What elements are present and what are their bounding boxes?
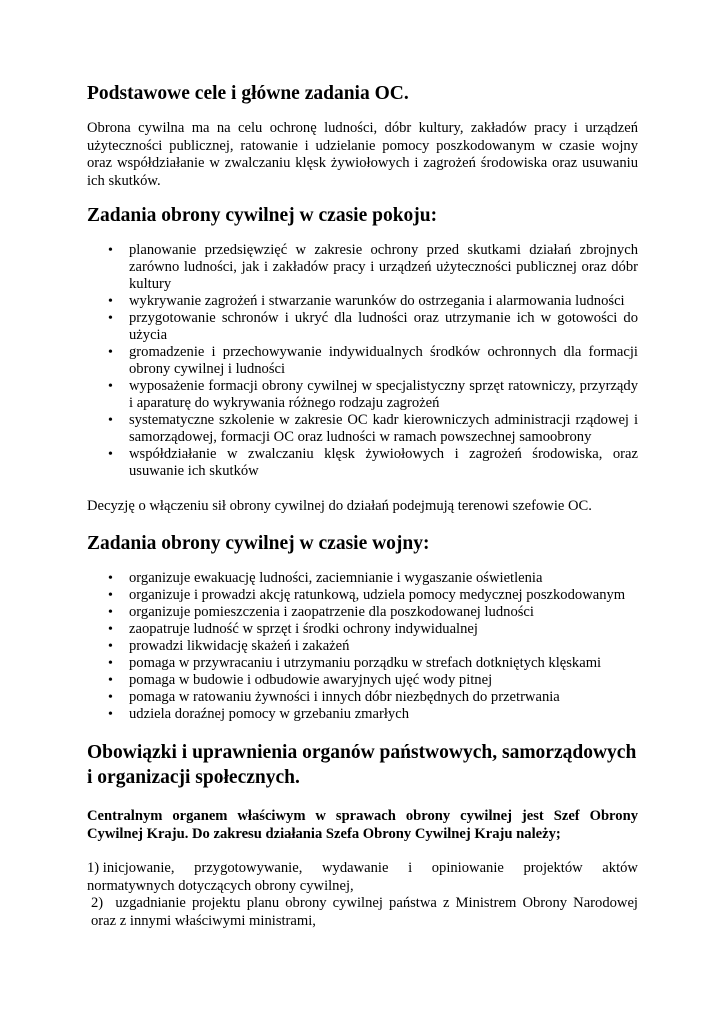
list-item: • systematyczne szkolenie w zakresie OC kadr kierowniczych administracji rządowej i samorządowej, formacji OC oraz ludności w ramach powszechnej samoobrony xyxy=(108,412,638,446)
bullet-icon: • xyxy=(108,447,113,463)
bullet-icon: • xyxy=(108,689,113,705)
list-item: • przygotowanie schronów i ukryć dla ludności oraz utrzymanie ich w gotowości do użycia xyxy=(108,310,638,344)
heading-war-tasks: Zadania obrony cywilnej w czasie wojny: xyxy=(87,532,430,554)
list-item: • prowadzi likwidację skażeń i zakażeń xyxy=(108,637,350,654)
bullet-icon: • xyxy=(108,655,113,671)
list-item: • wyposażenie formacji obrony cywilnej w specjalistyczny sprzęt ratowniczy, przyrządy i aparaturę do wykrywania różnego rodzaju zagrożeń xyxy=(108,378,638,412)
bullet-icon: • xyxy=(108,587,113,603)
list-item: • pomaga w budowie i odbudowie awaryjnych ujęć wody pitnej xyxy=(108,671,493,688)
bullet-icon: • xyxy=(108,672,113,688)
list-item: • udziela doraźnej pomocy w grzebaniu zmarłych xyxy=(108,705,409,722)
bullet-icon: • xyxy=(108,706,113,722)
bullet-icon: • xyxy=(108,621,113,637)
list-item: • organizuje ewakuację ludności, zaciemnianie i wygaszanie oświetlenia xyxy=(108,569,543,586)
heading-peace-tasks: Zadania obrony cywilnej w czasie pokoju: xyxy=(87,205,438,227)
bullet-icon: • xyxy=(108,243,113,259)
paragraph-decision: Decyzję o włączeniu sił obrony cywilnej do działań podejmują terenowi szefowie OC. xyxy=(87,498,592,515)
paragraph-intro: Obrona cywilna ma na celu ochronę ludności, dóbr kultury, zakładów pracy i urządzeń użyteczności publicznej, ratowanie i udzielanie pomocy poszkodowanym w czasie wojny oraz współdziałanie w zwalczaniu klęsk żywiołowych i zagrożeń środowiska oraz usuwaniu ich skutków. xyxy=(87,120,638,189)
list-item: • planowanie przedsięwzięć w zakresie ochrony przed skutkami działań zbrojnych zarówno ludności, jak i zakładów pracy i urządzeń użyteczności publicznej oraz dóbr kultury xyxy=(108,242,638,293)
list-item: • współdziałanie w zwalczaniu klęsk żywiołowych i zagrożeń środowiska, oraz usuwanie ich skutków xyxy=(108,446,638,480)
heading-duties: Obowiązki i uprawnienia organów państwowych, samorządowych i organizacji społecznych. xyxy=(87,741,637,788)
list-item: • wykrywanie zagrożeń i stwarzanie warunków do ostrzegania i alarmowania ludności xyxy=(108,293,625,310)
list-item: • pomaga w przywracaniu i utrzymaniu porządku w strefach dotkniętych klęskami xyxy=(108,654,602,671)
document-page xyxy=(87,82,642,931)
bullet-icon: • xyxy=(108,311,113,327)
heading-goals: Podstawowe cele i główne zadania OC. xyxy=(87,83,409,104)
bullet-icon: • xyxy=(108,294,113,310)
bullet-icon: • xyxy=(108,638,113,654)
war-task-list xyxy=(87,570,638,723)
list-item: • gromadzenie i przechowywanie indywidualnych środków ochronnych dla formacji obrony cywilnej i ludności xyxy=(108,344,638,378)
bullet-icon: • xyxy=(108,413,113,429)
paragraph-central-organ: Centralnym organem właściwym w sprawach obrony cywilnej jest Szef Obrony Cywilnej Kraju. Do zakresu działania Szefa Obrony Cywilnej Kraju należy; xyxy=(87,807,638,842)
item-1-continuation: normatywnych dotyczących obrony cywilnej, xyxy=(87,877,354,894)
list-item: • pomaga w ratowaniu żywności i innych dóbr niezbędnych do przetrwania xyxy=(108,688,560,705)
item-1-first-line: 1) inicjowanie, przygotowywanie, wydawanie i opiniowanie projektów aktów xyxy=(87,860,638,877)
numbered-item-2: 2) uzgadnianie projektu planu obrony cywilnej państwa z Ministrem Obrony Narodowej oraz z innymi właściwymi ministrami, xyxy=(91,895,642,929)
numbered-item-1 xyxy=(87,860,638,895)
peace-task-list xyxy=(87,242,638,480)
bullet-icon: • xyxy=(108,379,113,395)
list-item: • organizuje i prowadzi akcję ratunkową, udziela pomocy medycznej poszkodowanym xyxy=(108,586,626,603)
list-item: • zaopatruje ludność w sprzęt i środki ochrony indywidualnej xyxy=(108,620,478,637)
bullet-icon: • xyxy=(108,604,113,620)
list-item: • organizuje pomieszczenia i zaopatrzenie dla poszkodowanej ludności xyxy=(108,603,534,620)
bullet-icon: • xyxy=(108,345,113,361)
bullet-icon: • xyxy=(108,570,113,586)
